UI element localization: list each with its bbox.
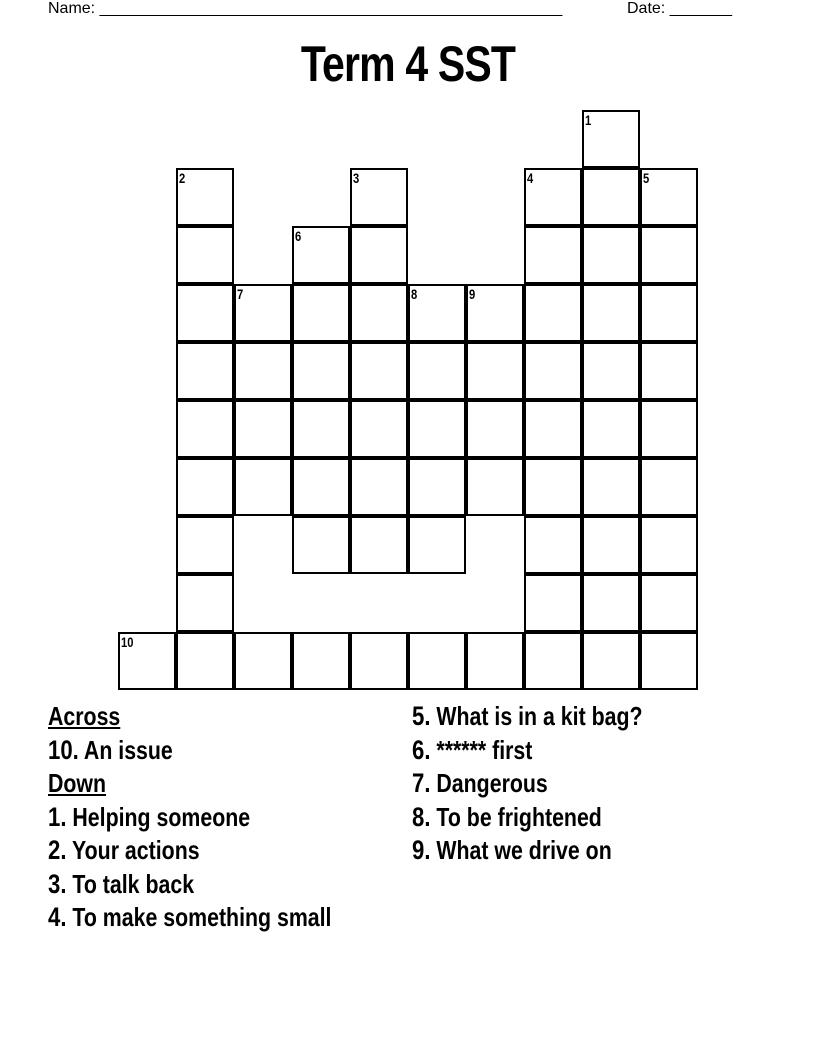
- crossword-cell[interactable]: [292, 400, 350, 458]
- clue-number: 2.: [48, 835, 67, 865]
- down-clue-2: [48, 834, 331, 868]
- crossword-cell[interactable]: [582, 516, 640, 574]
- crossword-cell[interactable]: [350, 226, 408, 284]
- crossword-cell[interactable]: [408, 400, 466, 458]
- crossword-cell[interactable]: [640, 168, 698, 226]
- clue-text: Dangerous: [436, 768, 548, 798]
- down-clue-4: [48, 901, 331, 935]
- clues-left-column: [48, 700, 331, 935]
- clue-text: What we drive on: [436, 835, 612, 865]
- cell-number: 1: [585, 112, 592, 128]
- cell-number: 2: [179, 170, 186, 186]
- crossword-cell[interactable]: [582, 284, 640, 342]
- clue-number: 6.: [412, 734, 431, 765]
- crossword-cell[interactable]: [234, 632, 292, 690]
- crossword-cell[interactable]: [640, 400, 698, 458]
- crossword-cell[interactable]: [176, 632, 234, 690]
- cell-number: 7: [237, 286, 244, 302]
- crossword-cell[interactable]: [234, 400, 292, 458]
- cell-number: 10: [121, 634, 134, 650]
- clue-number: 5.: [412, 701, 431, 731]
- crossword-cell[interactable]: [176, 168, 234, 226]
- down-clue-9: [412, 834, 643, 868]
- crossword-cell[interactable]: [176, 226, 234, 284]
- cell-number: 3: [353, 170, 360, 186]
- down-clue-3: [48, 868, 331, 902]
- crossword-cell[interactable]: [640, 574, 698, 632]
- clue-text: ****** first: [436, 734, 533, 765]
- crossword-cell[interactable]: [176, 458, 234, 516]
- crossword-cell[interactable]: [524, 284, 582, 342]
- crossword-cell[interactable]: [176, 284, 234, 342]
- across-heading: Across: [48, 701, 121, 731]
- down-clue-7: [412, 767, 643, 801]
- crossword-cell[interactable]: [292, 632, 350, 690]
- crossword-cell[interactable]: [524, 458, 582, 516]
- crossword-cell[interactable]: [524, 574, 582, 632]
- clue-number: 7.: [412, 768, 431, 798]
- down-clue-5: [412, 700, 643, 734]
- clue-text: What is in a kit bag?: [436, 701, 643, 731]
- cell-number: 5: [643, 170, 650, 186]
- crossword-cell[interactable]: [292, 458, 350, 516]
- crossword-cell[interactable]: [466, 342, 524, 400]
- crossword-cell[interactable]: [640, 226, 698, 284]
- clue-number: 9.: [412, 835, 431, 865]
- crossword-cell[interactable]: [640, 458, 698, 516]
- cell-number: 6: [295, 228, 302, 244]
- crossword-cell[interactable]: [524, 342, 582, 400]
- clue-text: To talk back: [72, 868, 195, 899]
- crossword-cell[interactable]: [582, 168, 640, 226]
- crossword-cell[interactable]: [292, 516, 350, 574]
- cell-number: 8: [411, 286, 418, 302]
- down-clue-6: [412, 734, 643, 768]
- crossword-cell[interactable]: [582, 400, 640, 458]
- crossword-cell[interactable]: [466, 632, 524, 690]
- cell-number: 9: [469, 286, 476, 302]
- crossword-cell[interactable]: [640, 516, 698, 574]
- crossword-cell[interactable]: [524, 632, 582, 690]
- crossword-cell[interactable]: [176, 574, 234, 632]
- clue-text: An issue: [83, 734, 173, 765]
- crossword-cell[interactable]: [350, 632, 408, 690]
- crossword-cell[interactable]: [350, 400, 408, 458]
- crossword-cell[interactable]: [234, 284, 292, 342]
- down-clue-1: [48, 801, 331, 835]
- clue-number: 1.: [48, 801, 67, 832]
- crossword-cell[interactable]: [292, 284, 350, 342]
- crossword-cell[interactable]: [350, 342, 408, 400]
- crossword-cell[interactable]: [350, 168, 408, 226]
- crossword-cell[interactable]: [524, 168, 582, 226]
- down-clue-8: [412, 801, 643, 835]
- crossword-cell[interactable]: [640, 342, 698, 400]
- crossword-cell[interactable]: [234, 342, 292, 400]
- crossword-cell[interactable]: [176, 342, 234, 400]
- crossword-cell[interactable]: [408, 516, 466, 574]
- clue-text: To be frightened: [436, 801, 602, 832]
- crossword-cell[interactable]: [466, 400, 524, 458]
- crossword-cell[interactable]: [408, 632, 466, 690]
- crossword-cell[interactable]: [582, 632, 640, 690]
- crossword-cell[interactable]: [408, 342, 466, 400]
- crossword-cell[interactable]: [176, 400, 234, 458]
- clue-text: To make something small: [72, 902, 332, 932]
- crossword-cell[interactable]: [408, 458, 466, 516]
- crossword-cell[interactable]: [640, 632, 698, 690]
- crossword-cell[interactable]: [582, 574, 640, 632]
- clue-text: Your actions: [72, 835, 200, 865]
- across-clue-10: [48, 734, 331, 768]
- date-field-label: Date: _______: [627, 0, 732, 17]
- crossword-cell[interactable]: [582, 226, 640, 284]
- clue-number: 4.: [48, 902, 67, 932]
- crossword-cell[interactable]: [292, 342, 350, 400]
- crossword-cell[interactable]: [524, 516, 582, 574]
- page-title: Term 4 SST: [300, 36, 516, 92]
- crossword-cell[interactable]: [466, 284, 524, 342]
- crossword-cell[interactable]: [582, 458, 640, 516]
- down-heading: Down: [48, 768, 107, 798]
- crossword-cell[interactable]: [292, 226, 350, 284]
- crossword-cell[interactable]: [350, 284, 408, 342]
- clues-right-column: [412, 700, 643, 868]
- clue-text: Helping someone: [72, 801, 251, 832]
- crossword-cell[interactable]: [350, 516, 408, 574]
- crossword-cell[interactable]: [524, 400, 582, 458]
- crossword-cell[interactable]: [176, 516, 234, 574]
- crossword-cell[interactable]: [640, 284, 698, 342]
- crossword-cell[interactable]: [524, 226, 582, 284]
- crossword-cell[interactable]: [350, 458, 408, 516]
- name-field-label: Name: ____________________________________________________: [48, 0, 563, 17]
- crossword-cell[interactable]: [582, 342, 640, 400]
- clue-number: 3.: [48, 868, 67, 899]
- crossword-cell[interactable]: [466, 458, 524, 516]
- clue-number: 8.: [412, 801, 431, 832]
- crossword-cell[interactable]: [118, 632, 176, 690]
- cell-number: 4: [527, 170, 534, 186]
- crossword-cell[interactable]: [582, 110, 640, 168]
- crossword-cell[interactable]: [408, 284, 466, 342]
- crossword-cell[interactable]: [234, 458, 292, 516]
- clue-number: 10.: [48, 734, 79, 765]
